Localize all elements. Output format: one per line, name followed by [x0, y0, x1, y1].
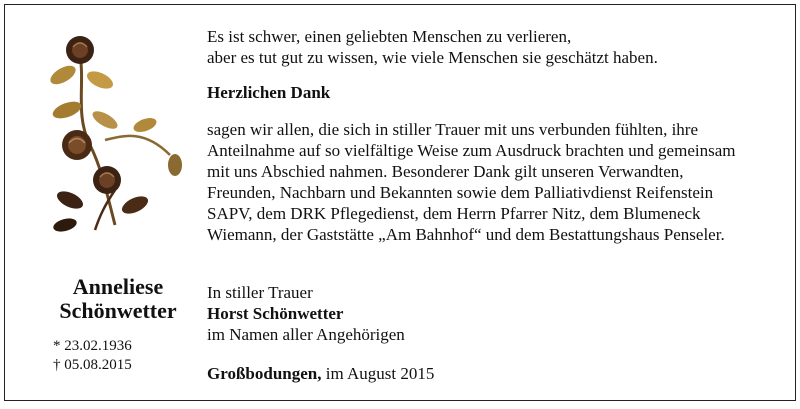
quote-line-2: aber es tut gut zu wissen, wie viele Menschen sie geschätzt haben.: [207, 48, 658, 67]
place-date: [207, 363, 434, 384]
deceased-name: [23, 275, 213, 323]
life-dates: [53, 337, 132, 375]
quote-line-1: Es ist schwer, einen geliebten Menschen zu verlieren,: [207, 27, 572, 46]
birth-date: * 23.02.1936: [53, 338, 132, 354]
thanks-body: [207, 119, 782, 245]
obituary-card: [4, 4, 796, 401]
place-city: Großbodungen,: [207, 364, 322, 383]
body-line: Wiemann, der Gaststätte „Am Bahnhof“ und dem Bestattungshaus Penseler.: [207, 225, 725, 244]
deceased-last-name: Schönwetter: [59, 298, 177, 323]
signature-block: [207, 282, 405, 345]
thanks-heading: Herzlichen Dank: [207, 83, 331, 102]
body-line: SAPV, dem DRK Pflegedienst, dem Herrn Pfarrer Nitz, dem Blumeneck: [207, 204, 701, 223]
deceased-first-name: Anneliese: [72, 274, 164, 299]
body-line: sagen wir allen, die sich in stiller Trauer mit uns verbunden fühlten, ihre: [207, 120, 699, 139]
roses-illustration-icon: [45, 25, 195, 235]
main-text: [207, 26, 782, 245]
signature-note: im Namen aller Angehörigen: [207, 325, 405, 344]
signature-name: Horst Schönwetter: [207, 304, 344, 323]
quote: [207, 26, 782, 68]
body-line: Anteilnahme auf so vielfältige Weise zum Ausdruck brachten und gemeinsam: [207, 141, 736, 160]
signature-intro: In stiller Trauer: [207, 283, 313, 302]
death-date: † 05.08.2015: [53, 357, 132, 373]
body-line: mit uns Abschied nahmen. Besonderer Dank gilt unseren Verwandten,: [207, 162, 684, 181]
body-line: Freunden, Nachbarn und Bekannten sowie dem Palliativdienst Reifenstein: [207, 183, 714, 202]
place-date-text: im August 2015: [321, 364, 435, 383]
